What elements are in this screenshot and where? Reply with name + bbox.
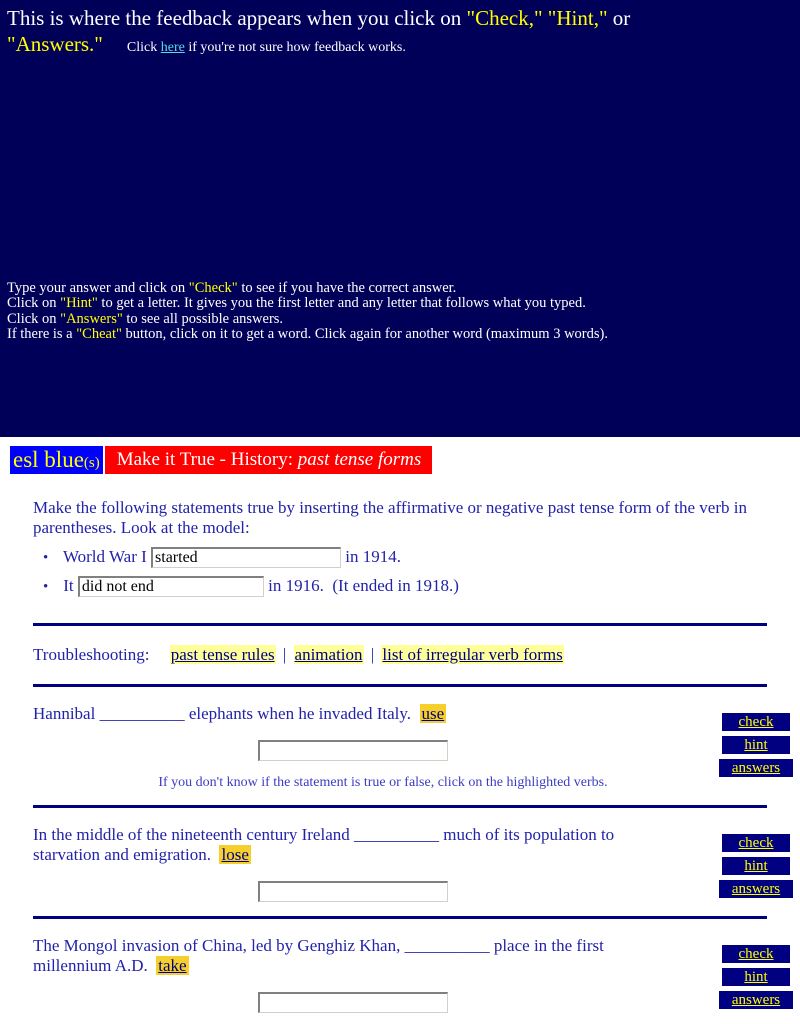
question-1-blank: __________	[99, 704, 185, 723]
model-2-after: in 1916.	[268, 576, 324, 595]
instruction-2-before: Click on	[7, 295, 61, 312]
feedback-term-check: "Check,"	[466, 6, 543, 30]
horizontal-rule	[33, 684, 767, 687]
instruction-1-after: to see if you have the correct answer.	[237, 280, 457, 296]
model-1-before: World War I	[62, 547, 147, 566]
question-1-button-stack	[719, 713, 793, 782]
instruction-4-after: button, click on it to get a word. Click again for another word (maximum 3 words).	[121, 326, 608, 343]
feedback-help-link[interactable]: here	[160, 40, 185, 55]
link-irregular-verb-forms[interactable]: list of irregular verb forms	[382, 645, 563, 664]
question-3-answer-row	[33, 992, 673, 1013]
troubleshooting-separator-1: |	[282, 645, 287, 664]
model-1-after: in 1914.	[345, 547, 402, 566]
check-button[interactable]: check	[722, 834, 790, 852]
question-1-answer-input[interactable]	[258, 740, 448, 761]
divider-after-question-2	[0, 916, 800, 919]
horizontal-rule	[33, 805, 767, 808]
answers-button[interactable]: answers	[719, 880, 793, 898]
site-logo-sub: (s)	[83, 455, 100, 471]
exercise-instructions: Make the following statements true by inserting the affirmative or negative past tense form of the verb in parentheses. Look at the model:	[33, 498, 747, 537]
page-title	[105, 446, 433, 474]
divider-below-troubleshooting	[0, 684, 800, 687]
feedback-term-answers: "Answers."	[7, 32, 103, 56]
troubleshooting-separator-2: |	[370, 645, 375, 664]
page-titlebar	[0, 446, 800, 479]
model-item-2	[59, 575, 767, 598]
link-past-tense-rules[interactable]: past tense rules	[170, 645, 275, 664]
troubleshooting-row	[0, 645, 800, 665]
hint-button[interactable]: hint	[722, 857, 790, 875]
question-3-before: The Mongol invasion of China, led by Genghiz Khan,	[33, 936, 405, 955]
question-item	[0, 936, 800, 1013]
instruction-3-before: Click on	[7, 310, 61, 327]
feedback-headline-text: This is where the feedback appears when you click on	[7, 6, 462, 30]
question-1-text	[33, 704, 673, 724]
instruction-2-term: "Hint"	[60, 295, 98, 312]
feedback-instructions	[7, 281, 608, 343]
question-2-button-stack	[719, 834, 793, 903]
question-3-button-stack	[719, 945, 793, 1014]
question-item	[0, 704, 800, 791]
question-3-blank: __________	[404, 936, 490, 955]
feedback-note-before: Click	[126, 40, 158, 55]
feedback-panel	[0, 0, 800, 437]
question-2-verb[interactable]: lose	[221, 845, 249, 864]
model-2-before: It	[63, 576, 74, 595]
instruction-line-2	[7, 296, 608, 311]
model-examples-list	[33, 546, 767, 598]
question-3-answer-input[interactable]	[258, 992, 448, 1013]
question-1-before: Hannibal	[33, 704, 100, 723]
model-answer-input-2[interactable]	[78, 576, 264, 597]
page-title-plain: Make it True - History:	[116, 449, 298, 470]
check-button[interactable]: check	[722, 945, 790, 963]
check-button[interactable]: check	[722, 713, 790, 731]
instruction-4-before: If there is a	[7, 326, 77, 343]
link-animation[interactable]: animation	[294, 645, 363, 664]
feedback-headline	[7, 5, 793, 61]
instruction-4-term: "Cheat"	[76, 326, 122, 343]
question-2-after: much of its population to starvation and emigration.	[33, 825, 615, 864]
exercise-intro-block	[0, 498, 800, 598]
question-2-before: In the middle of the nineteenth century Ireland	[33, 825, 354, 844]
model-2-extra: (It ended in 1918.)	[332, 576, 459, 595]
instruction-3-term: "Answers"	[60, 310, 123, 327]
model-item-1	[59, 546, 767, 569]
question-1-answer-row	[33, 740, 673, 761]
model-answer-input-1[interactable]	[151, 547, 341, 568]
question-1-after: elephants when he invaded Italy.	[184, 704, 412, 723]
horizontal-rule	[33, 623, 767, 626]
feedback-term-hint: "Hint,"	[547, 6, 608, 30]
instruction-line-3	[7, 312, 608, 327]
instruction-2-after: to get a letter. It gives you the first letter and any letter that follows what you typed.	[97, 295, 586, 312]
site-logo-main: esl blue	[13, 447, 84, 472]
divider-above-troubleshooting	[0, 623, 800, 626]
horizontal-rule	[33, 916, 767, 919]
divider-after-question-1	[0, 805, 800, 808]
site-logo[interactable]	[10, 446, 103, 474]
answers-button[interactable]: answers	[719, 991, 793, 1009]
feedback-note-after: if you're not sure how feedback works.	[188, 40, 406, 55]
question-3-after: place in the first millennium A.D.	[33, 936, 604, 975]
instruction-1-before: Type your answer and click on	[7, 280, 189, 296]
troubleshooting-label: Troubleshooting:	[33, 645, 150, 664]
question-item	[0, 825, 800, 902]
hint-button[interactable]: hint	[722, 968, 790, 986]
question-2-blank: __________	[354, 825, 439, 844]
question-2-answer-row	[33, 881, 673, 902]
hint-button[interactable]: hint	[722, 736, 790, 754]
page-title-italic: past tense forms	[297, 449, 422, 470]
feedback-note	[103, 40, 406, 55]
question-3-verb[interactable]: take	[158, 956, 187, 975]
instruction-line-1	[7, 281, 608, 296]
instruction-line-4	[7, 327, 608, 342]
instruction-1-term: "Check"	[188, 280, 238, 296]
question-3-text	[33, 936, 673, 976]
instruction-3-after: to see all possible answers.	[122, 310, 284, 327]
question-2-answer-input[interactable]	[258, 881, 448, 902]
feedback-headline-or: or	[612, 6, 631, 30]
question-1-verb[interactable]: use	[421, 704, 445, 723]
question-2-text	[33, 825, 673, 865]
question-1-hint-note: If you don't know if the statement is true or false, click on the highlighted verbs.	[158, 775, 608, 790]
answers-button[interactable]: answers	[719, 759, 793, 777]
